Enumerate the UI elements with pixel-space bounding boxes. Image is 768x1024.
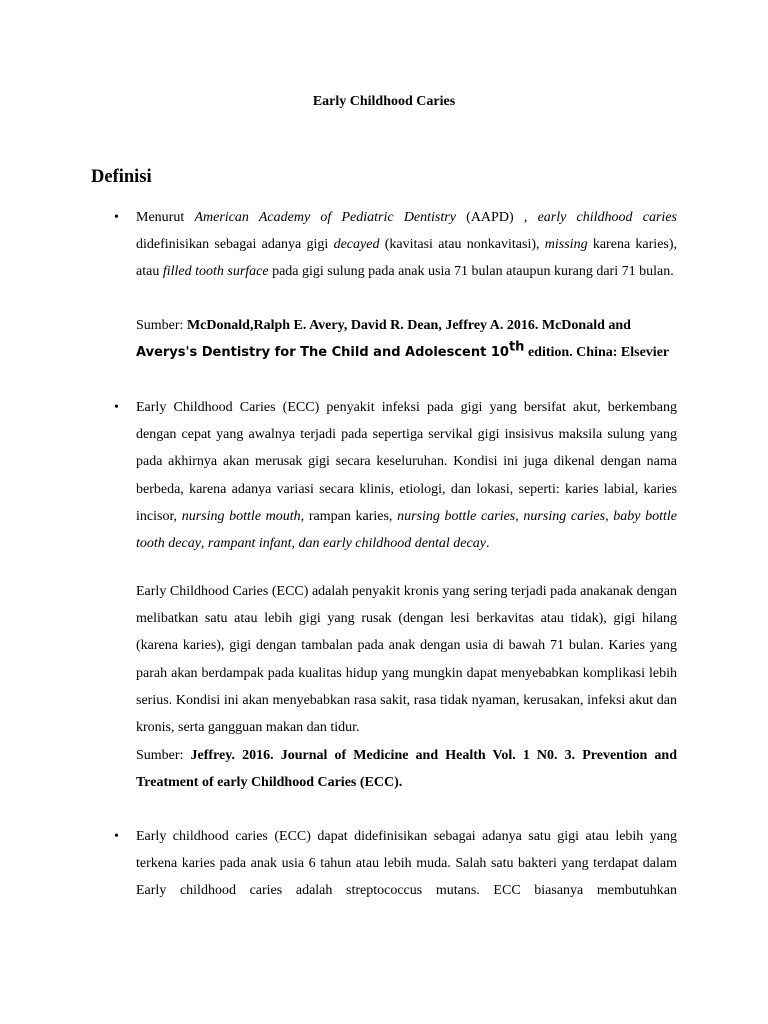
text-run-italic: early childhood caries [537,210,677,225]
text-run-italic: filled tooth surface [162,264,269,280]
source-label: Sumber: [136,748,191,763]
item1-paragraph [136,204,677,286]
source-superscript: th [508,339,525,355]
source-citation: Jeffrey. 2016. Journal of Medicine and Health Vol. 1 N0. 3. Prevention and Treatment of early Childhood Caries (ECC). [136,748,677,791]
text-run-italic: baby bottle tooth decay [136,508,677,552]
text-run-italic: decayed [333,237,380,253]
text-run: Menurut [136,210,195,225]
text-run-italic: nursing caries [523,508,606,524]
text-run: , rampan karies, [300,508,398,524]
item2-paragraph-2: Early Childhood Caries (ECC) adalah penyakit kronis yang sering terjadi pada anakanak dengan melibatkan satu atau lebih gigi yang rusak (dengan lesi berkavitas atau tidak), gigi hilang (karena karies), gigi dengan tambalan pada anak dengan usia di bawah 71 bulan. Karies yang parah akan berdampak pada kualitas hidup yang mungkin dapat menyebabkan komplikasi lebih serius. Kondisi ini akan menyebabkan rasa sakit, rasa tidak nyaman, kerusakan, infeksi akut dan kronis, serta gangguan makan dan tidur. [136,584,677,736]
text-run-italic: nursing bottle mouth [181,508,301,524]
item2-source [136,742,677,796]
text-run: , [515,508,524,524]
text-run: karena karies), atau [136,237,678,280]
text-run-italic: nursing bottle caries [397,508,516,524]
item2-paragraph [136,394,677,557]
text-run: (AAPD) , [455,210,538,225]
item1-source [136,312,677,366]
source-citation: Averys's Dentistry for The Child and Adolescent 10 [136,345,509,361]
text-run: Early Childhood Caries (ECC) penyakit infeksi pada gigi yang bersifat akut, berkembang dengan cepat yang awalnya terjadi pada sepertiga servikal gigi insisivus maksila sulung yang pada akhirnya akan merusak gigi secara keseluruhan. Kondisi ini juga dikenal dengan nama berbeda, karena adanya variasi secara klinis, etiologi, dan lokasi, seperti: karies labial, karies incisor, [136,400,677,524]
text-run: didefinisikan sebagai adanya gigi [136,237,334,253]
bullet-3: • [114,829,119,844]
source-citation: edition. China: Elsevier [524,345,670,361]
item3-paragraph: Early childhood caries (ECC) dapat didefinisikan sebagai adanya satu gigi atau lebih yang terkena karies pada anak usia 6 tahun atau lebih muda. Salah satu bakteri yang terdapat dalam Early childhood caries adalah streptococcus mutans. ECC biasanya membutuhkan [136,829,677,899]
bullet-1: • [114,210,119,225]
text-run-italic: American Academy of Pediatric Dentistry [194,210,456,225]
section-heading-definisi: Definisi [91,167,152,187]
text-run: , [200,536,208,552]
text-run-italic: rampant infant, dan early childhood dental decay [207,536,486,552]
text-run-italic: missing [544,237,588,253]
source-label: Sumber: [136,318,187,333]
text-run: , [605,508,614,524]
text-run: . [485,536,490,552]
document-title: Early Childhood Caries [312,94,456,109]
text-run: (kavitasi atau nonkavitasi), [379,237,545,253]
bullet-2: • [114,400,119,415]
source-citation: McDonald,Ralph E. Avery, David R. Dean, Jeffrey A. 2016. McDonald and [186,318,631,333]
text-run: pada gigi sulung pada anak usia 71 bulan ataupun kurang dari 71 bulan. [268,264,674,280]
